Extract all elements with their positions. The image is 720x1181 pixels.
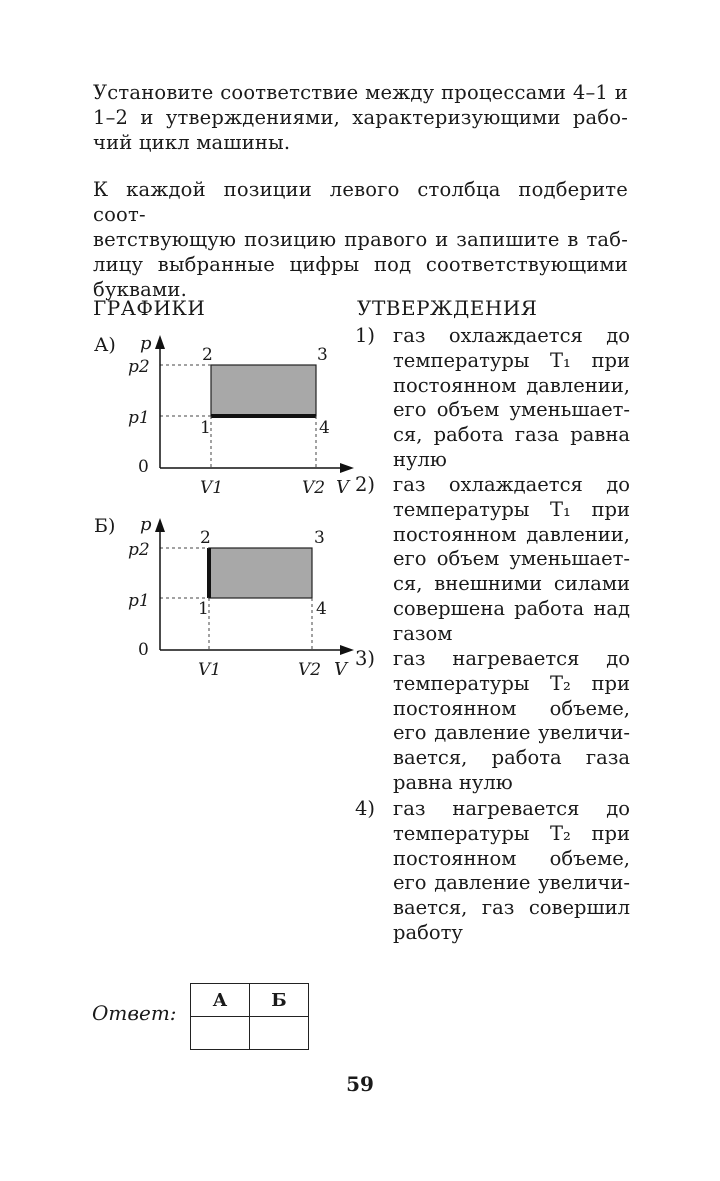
intro-line: буквами. [93, 278, 187, 301]
statement-2 [355, 473, 630, 647]
statement-line: постоянном давлении, [393, 373, 630, 397]
answer-cell-a[interactable] [191, 1017, 250, 1050]
arrow-right-icon [340, 645, 354, 655]
intro-line: К каждой позиции левого столбца подберите соот- [93, 178, 628, 226]
graph-label: А) [94, 334, 116, 356]
page-number: 59 [346, 1072, 374, 1096]
statement-line: его объем уменьшает- [393, 398, 630, 422]
answer-header-b: Б [250, 984, 309, 1017]
arrow-right-icon [340, 463, 354, 473]
statement-number: 3) [355, 647, 376, 670]
arrow-up-icon [155, 335, 165, 349]
intro-paragraph-1 [93, 80, 628, 155]
p2-label: p2 [128, 540, 150, 560]
intro-line: 1–2 и утверждениями, характеризующими рабо- [93, 106, 628, 129]
statement-line: температуры T₁ при [393, 348, 630, 372]
statement-line: нулю [393, 447, 447, 471]
statement-line: постоянном давлении, [393, 522, 630, 546]
answer-cell-b[interactable] [250, 1017, 309, 1050]
statement-line: газ охлаждается до [393, 324, 630, 347]
cycle-rectangle [209, 548, 312, 598]
origin-label: 0 [138, 640, 149, 660]
point-label-3: 3 [314, 528, 325, 548]
axis-p-label: p [140, 514, 152, 535]
graphs-heading: ГРАФИКИ [93, 296, 206, 320]
axis-p-label: p [140, 333, 152, 354]
point-label-2: 2 [202, 345, 213, 365]
statement-line: газ нагревается до [393, 797, 630, 820]
v1-label: V1 [200, 478, 224, 498]
p1-label: p1 [128, 408, 150, 428]
statement-number: 1) [355, 324, 376, 347]
graph-a [90, 325, 360, 505]
point-label-1: 1 [198, 599, 209, 619]
answer-header-a: А [191, 984, 250, 1017]
point-label-2: 2 [200, 528, 211, 548]
statement-4 [355, 797, 630, 946]
statement-line: равна нулю [393, 770, 513, 794]
statement-number: 2) [355, 473, 376, 496]
statement-line: температуры T₁ при [393, 497, 630, 521]
statement-line: вается, работа газа [393, 746, 630, 770]
statement-line: ся, внешними силами [393, 572, 630, 596]
answer-table [190, 983, 309, 1050]
statement-1 [355, 324, 630, 473]
p2-label: p2 [128, 357, 150, 377]
statement-line: совершена работа над [393, 596, 630, 620]
intro-line: Установите соответствие между процессами 4–1 и [93, 81, 628, 104]
point-label-4: 4 [316, 599, 327, 619]
statement-line: его объем уменьшает- [393, 547, 630, 571]
answer-label: Ответ: [92, 1001, 177, 1025]
statement-line: газом [393, 621, 453, 645]
v2-label: V2 [302, 478, 326, 498]
cycle-rectangle [211, 365, 316, 416]
v2-label: V2 [298, 660, 322, 680]
statement-line: температуры T₂ при [393, 821, 630, 845]
statement-line: вается, газ совершил [393, 896, 630, 920]
statement-3 [355, 647, 630, 796]
arrow-up-icon [155, 518, 165, 532]
statement-line: газ нагревается до [393, 647, 630, 670]
intro-line: лицу выбранные цифры под соответствующими [93, 253, 628, 276]
axis-v-label: V [334, 659, 347, 680]
statement-number: 4) [355, 797, 376, 820]
p1-label: p1 [128, 591, 150, 611]
statement-line: его давление увеличи- [393, 721, 630, 745]
point-label-4: 4 [319, 418, 330, 438]
statement-line: работу [393, 920, 463, 944]
statement-line: постоянном объеме, [393, 846, 630, 870]
statements-heading: УТВЕРЖДЕНИЯ [357, 296, 538, 320]
statement-line: его давление увеличи- [393, 871, 630, 895]
statement-line: ся, работа газа равна [393, 423, 630, 447]
statement-line: газ охлаждается до [393, 473, 630, 496]
graph-label: Б) [94, 515, 116, 537]
origin-label: 0 [138, 457, 149, 477]
point-label-1: 1 [200, 418, 211, 438]
axis-v-label: V [336, 477, 349, 498]
intro-line: чий цикл машины. [93, 131, 291, 154]
intro-line: ветствующую позицию правого и запишите в таб- [93, 228, 628, 251]
statement-line: постоянном объеме, [393, 696, 630, 720]
intro-paragraph-2 [93, 177, 628, 302]
point-label-3: 3 [317, 345, 328, 365]
statement-line: температуры T₂ при [393, 671, 630, 695]
graph-b [90, 510, 360, 690]
v1-label: V1 [198, 660, 222, 680]
